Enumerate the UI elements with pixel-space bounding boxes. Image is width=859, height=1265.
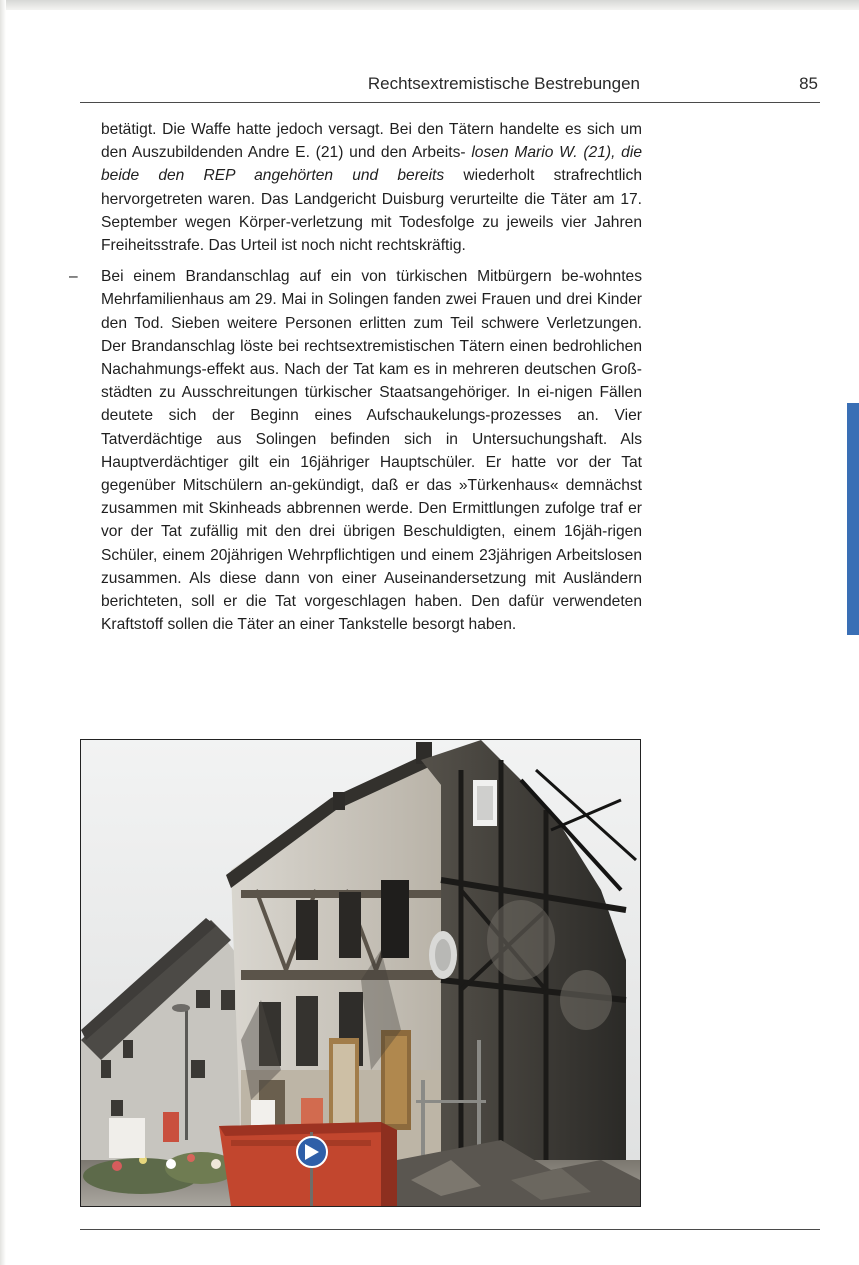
page-header [80,72,820,96]
bullet-paragraph-text: Bei einem Brandanschlag auf ein von türkischen Mitbürgern be-wohntes Mehrfamilienhaus am 29. Mai in Solingen fanden zwei Frauen und drei Kinder den Tod. Sieben weitere Personen erlitten zum Teil schwere Verletzungen. Der Brandanschlag löste bei rechtsextremistischen Tätern einen bedrohlichen Nachahmungs-effekt aus. Nach der Tat kam es in mehreren deutschen Groß-städten zu Ausschreitungen türkischer Staatsangehöriger. In ei-nigen Fällen deutete sich der Beginn eines Aufschaukelungs-prozesses an. Vier Tatverdächtige aus Solingen befinden sich in Untersuchungshaft. Als Hauptverdächtiger gilt ein 16jähriger Hauptschüler. Er hatte vor der Tat gegenüber Mitschülern an-gekündigt, daß er das »Türkenhaus« demnächst zusammen mit Skinheads abbrennen werde. Den Ermittlungen zufolge traf er vor der Tat zufällig mit den drei übrigen Beschuldigten, einem 16jäh-rigen Schüler, einem 20jährigen Wehrpflichtigen und einem 23jährigen Arbeitslosen zusammen. Als diese dann von einer Auseinandersetzung mit Ausländern berichteten, soll er die Tat vorgeschlagen haben. Den dafür verwendeten Kraftstoff sollen die Täter an einer Tankstelle besorgt haben. [101,268,642,634]
scan-edge-left [0,0,6,1265]
scan-edge-top [0,0,859,10]
header-rule [80,102,820,103]
photo-illustration [81,740,640,1206]
running-head-title: Rechtsextremistische Bestrebungen [367,74,640,93]
footer-rule [80,1229,820,1230]
bullet-paragraph [69,265,642,636]
paragraph-1-part-3: wiederholt strafrechtlich hervorgetreten waren. Das Landgericht Duisburg verurteilte die Täter am 17. September wegen Körper-verletzung mit Todesfolge zu jeweils vier Jahren Freiheitsstrafe. Das Urteil ist noch nicht rechtskräftig. [101,167,642,255]
paragraph-1-part-1: betätigt. Die Waffe hatte jedoch versagt. Bei den Tätern handelte es sich um den Auszubildenden Andre E. (21) und den Arbeits- [101,121,642,162]
page-number: 85 [799,74,818,93]
paragraph-1-italic-part: losen Mario W. (21), die beide den REP angehörten und bereits [101,144,642,185]
side-tab-marker [847,403,859,635]
body-text [69,118,642,636]
paragraph-1 [101,118,642,257]
photo-burned-house [80,739,641,1207]
bullet-dash: – [69,268,78,286]
